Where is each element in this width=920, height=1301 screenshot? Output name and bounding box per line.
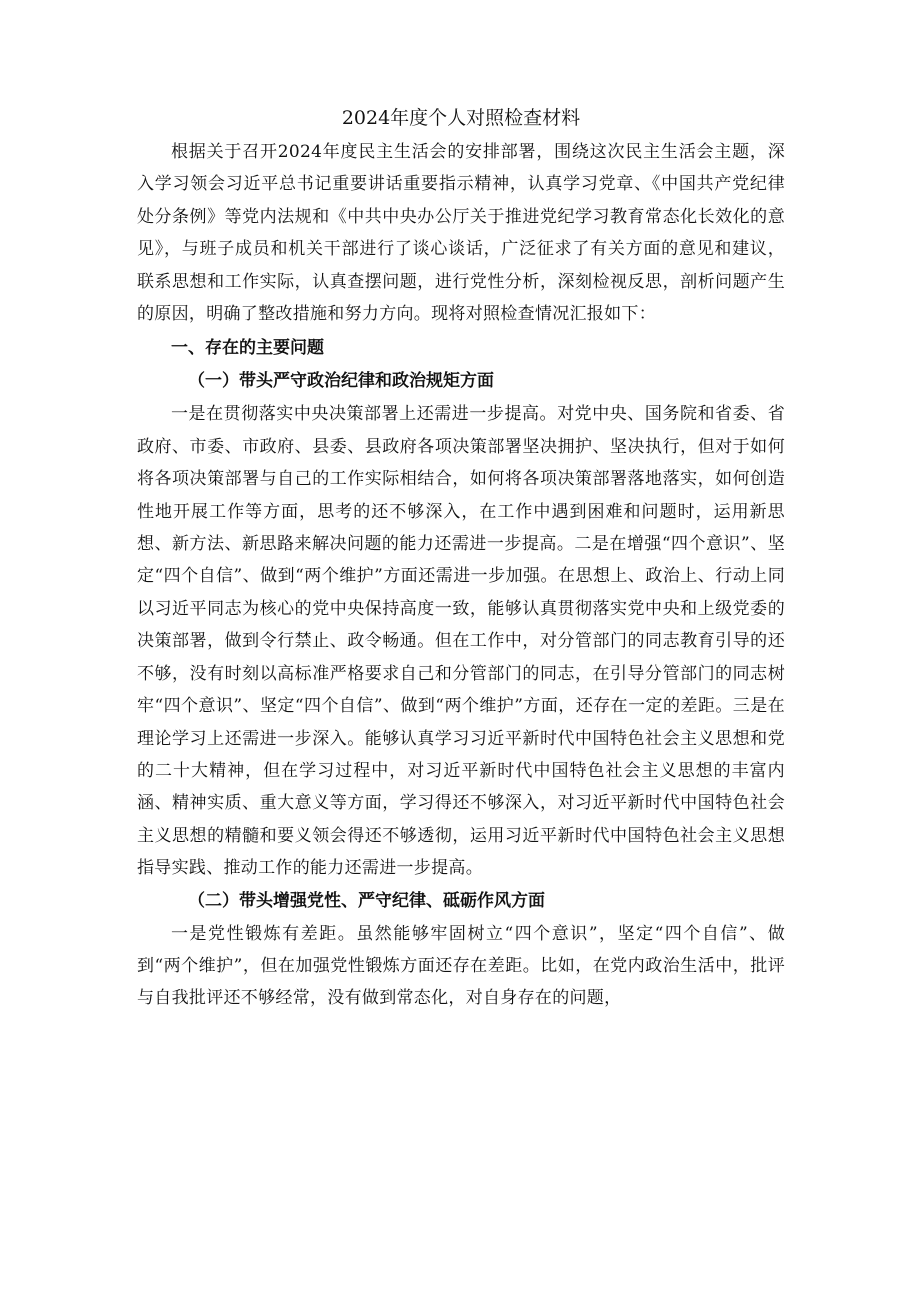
subsection-heading-political-discipline: （一）带头严守政治纪律和政治规矩方面 <box>188 371 494 392</box>
document-title: 2024年度个人对照检查材料 <box>341 107 581 129</box>
section-heading-main-problems: 一、存在的主要问题 <box>171 338 324 359</box>
document-page <box>137 100 785 1015</box>
intro-paragraph: 根据关于召开2024年度民主生活会的安排部署，围绕这次民主生活会主题，深入学习领会习近平总书记重要讲话重要指示精神，认真学习党章、《中国共产党纪律处分条例》等党内法规和《中共中央办公厅关于推进党纪学习教育常态化长效化的意见》，与班子成员和机关干部进行了谈心谈话，广泛征求了有关方面的意见和建议，联系思想和工作实际，认真查摆问题，进行党性分析，深刻检视反思，剖析问题产生的原因，明确了整改措施和努力方向。现将对照检查情况汇报如下： <box>137 142 785 325</box>
subsection-heading-party-spirit: （二）带头增强党性、严守纪律、砥砺作风方面 <box>188 890 545 911</box>
body-paragraph-party-spirit: 一是党性锻炼有差距。虽然能够牢固树立“四个意识”，坚定“四个自信”、做到“两个维护”，但在加强党性锻炼方面还存在差距。比如，在党内政治生活中，批评与自我批评还不够经常，没有做到常态化，对自身存在的问题， <box>137 923 785 1009</box>
body-paragraph-political-discipline: 一是在贯彻落实中央决策部署上还需进一步提高。对党中央、国务院和省委、省政府、市委、市政府、县委、县政府各项决策部署坚决拥护、坚决执行，但对于如何将各项决策部署与自己的工作实际相结合，如何将各项决策部署落地落实，如何创造性地开展工作等方面，思考的还不够深入，在工作中遇到困难和问题时，运用新思想、新方法、新思路来解决问题的能力还需进一步提高。二是在增强“四个意识”、坚定“四个自信”、做到“两个维护”方面还需进一步加强。在思想上、政治上、行动上同以习近平同志为核心的党中央保持高度一致，能够认真贯彻落实党中央和上级党委的决策部署，做到令行禁止、政令畅通。但在工作中，对分管部门的同志教育引导的还不够，没有时刻以高标准严格要求自己和分管部门的同志，在引导分管部门的同志树牢“四个意识”、坚定“四个自信”、做到“两个维护”方面，还存在一定的差距。三是在理论学习上还需进一步深入。能够认真学习习近平新时代中国特色社会主义思想和党的二十大精神，但在学习过程中，对习近平新时代中国特色社会主义思想的丰富内涵、精神实质、重大意义等方面，学习得还不够深入，对习近平新时代中国特色社会主义思想的精髓和要义领会得还不够透彻，运用习近平新时代中国特色社会主义思想指导实践、推动工作的能力还需进一步提高。 <box>137 404 785 879</box>
